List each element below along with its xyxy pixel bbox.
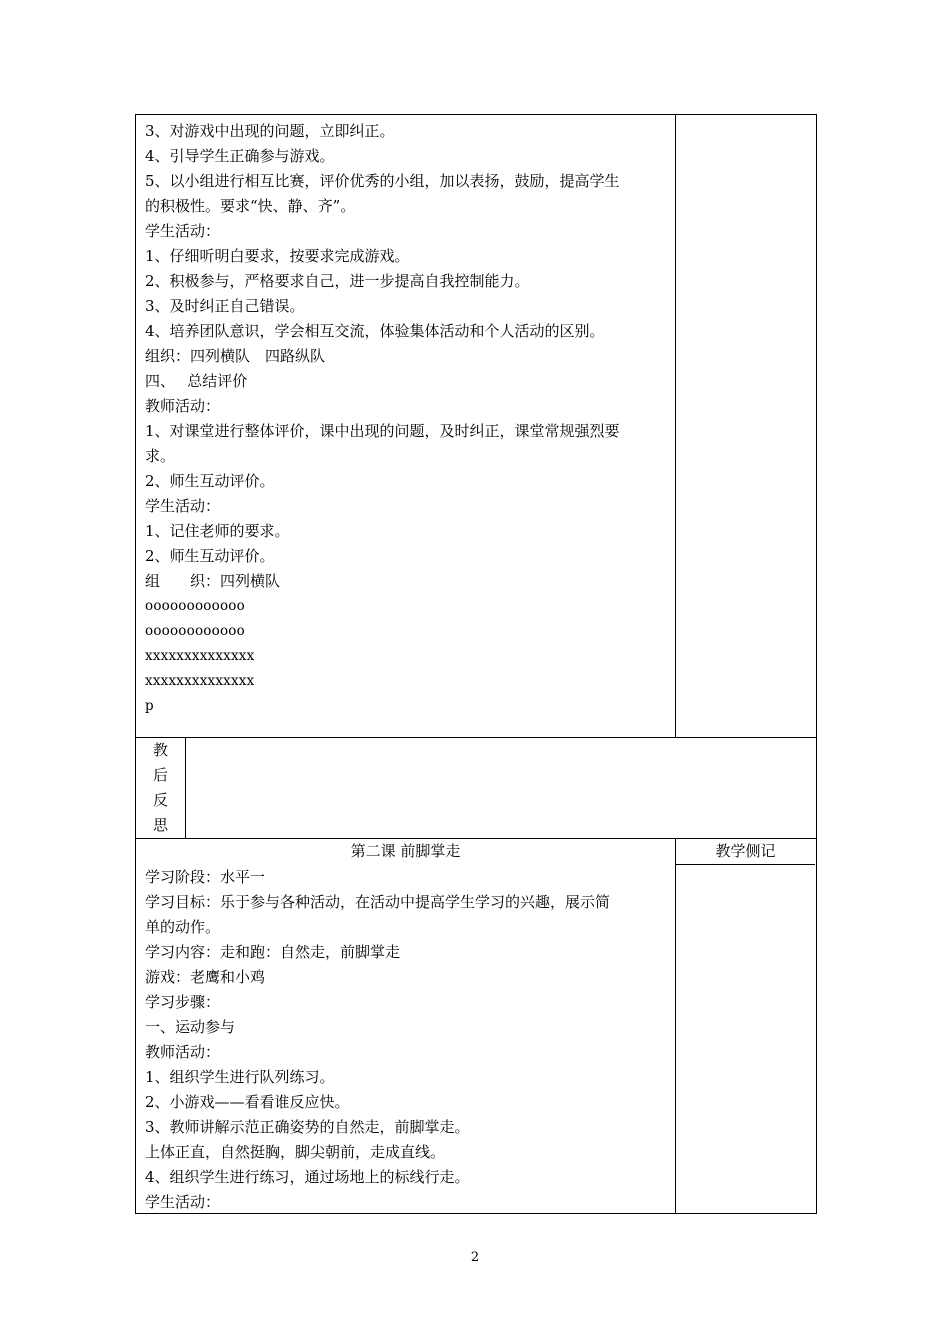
- content-line: 1、记住老师的要求。: [145, 522, 290, 540]
- content-line: 学习内容：走和跑：自然走，前脚掌走: [145, 943, 401, 961]
- content-line: 3、对游戏中出现的问题，立即纠正。: [145, 122, 395, 140]
- page-number: 2: [470, 1250, 480, 1265]
- content-line: 学习目标：乐于参与各种活动，在活动中提高学生学习的兴趣，展示简: [145, 893, 611, 911]
- content-line: 4、引导学生正确参与游戏。: [145, 147, 335, 165]
- lesson-content-cell: [136, 115, 676, 737]
- lesson-content-lines: [145, 119, 669, 719]
- content-line: 学生活动：: [145, 1193, 221, 1211]
- content-line: 2、小游戏——看看谁反应快。: [145, 1093, 350, 1111]
- reflection-label-char: 教: [152, 741, 168, 759]
- lesson-table-continued: [135, 114, 817, 839]
- reflection-content-cell: [186, 738, 816, 838]
- reflection-label-char: 思: [152, 816, 168, 834]
- content-line: 组 织：四列横队: [145, 572, 281, 590]
- content-line: 教师活动：: [145, 397, 221, 415]
- content-line: 的积极性。要求“快、静、齐”。: [145, 197, 356, 215]
- lesson-two-title: 第二课 前脚掌走: [350, 842, 461, 860]
- formation-row: oooooooooooo: [145, 598, 245, 614]
- formation-row: xxxxxxxxxxxxxx: [145, 648, 255, 664]
- content-line: 1、组织学生进行队列练习。: [145, 1068, 335, 1086]
- reflection-label-cell: [136, 738, 186, 838]
- lesson-two-content-cell: [136, 838, 676, 1213]
- content-line: 一、运动参与: [145, 1018, 236, 1036]
- content-line: 2、师生互动评价。: [145, 547, 275, 565]
- content-line: 学生活动：: [145, 222, 221, 240]
- content-line: 单的动作。: [145, 918, 221, 936]
- formation-row: p: [145, 698, 154, 714]
- content-line: 4、组织学生进行练习，通过场地上的标线行走。: [145, 1168, 470, 1186]
- reflection-label-char: 反: [152, 791, 168, 809]
- content-line: 4、培养团队意识，学会相互交流，体验集体活动和个人活动的区别。: [145, 322, 605, 340]
- lesson-two-side-cell: [676, 838, 815, 1213]
- content-line: 组织：四列横队 四路纵队: [145, 347, 326, 365]
- content-line: 1、仔细听明白要求，按要求完成游戏。: [145, 247, 410, 265]
- content-line: 四、 总结评价: [145, 372, 248, 390]
- content-line: 2、积极参与，严格要求自己，进一步提高自我控制能力。: [145, 272, 530, 290]
- side-notes-cell: [676, 115, 815, 737]
- content-line: 学习步骤：: [145, 993, 221, 1011]
- content-line: 上体正直，自然挺胸，脚尖朝前，走成直线。: [145, 1143, 446, 1161]
- content-line: 5、以小组进行相互比赛，评价优秀的小组，加以表扬，鼓励，提高学生: [145, 172, 620, 190]
- lesson-two-table: [135, 838, 817, 1214]
- content-line: 2、师生互动评价。: [145, 472, 275, 490]
- content-line: 学习阶段：水平一: [145, 868, 266, 886]
- formation-row: oooooooooooo: [145, 623, 245, 639]
- lesson-two-lines: [145, 865, 669, 1215]
- content-line: 游戏：老鹰和小鸡: [145, 968, 266, 986]
- side-notes-header: 教学侧记: [676, 838, 815, 865]
- content-line: 求。: [145, 447, 176, 465]
- content-line: 3、教师讲解示范正确姿势的自然走，前脚掌走。: [145, 1118, 470, 1136]
- reflection-label-char: 后: [152, 766, 168, 784]
- content-line: 学生活动：: [145, 497, 221, 515]
- content-line: 1、对课堂进行整体评价，课中出现的问题，及时纠正，课堂常规强烈要: [145, 422, 620, 440]
- content-line: 教师活动：: [145, 1043, 221, 1061]
- content-line: 3、及时纠正自己错误。: [145, 297, 305, 315]
- formation-row: xxxxxxxxxxxxxx: [145, 673, 255, 689]
